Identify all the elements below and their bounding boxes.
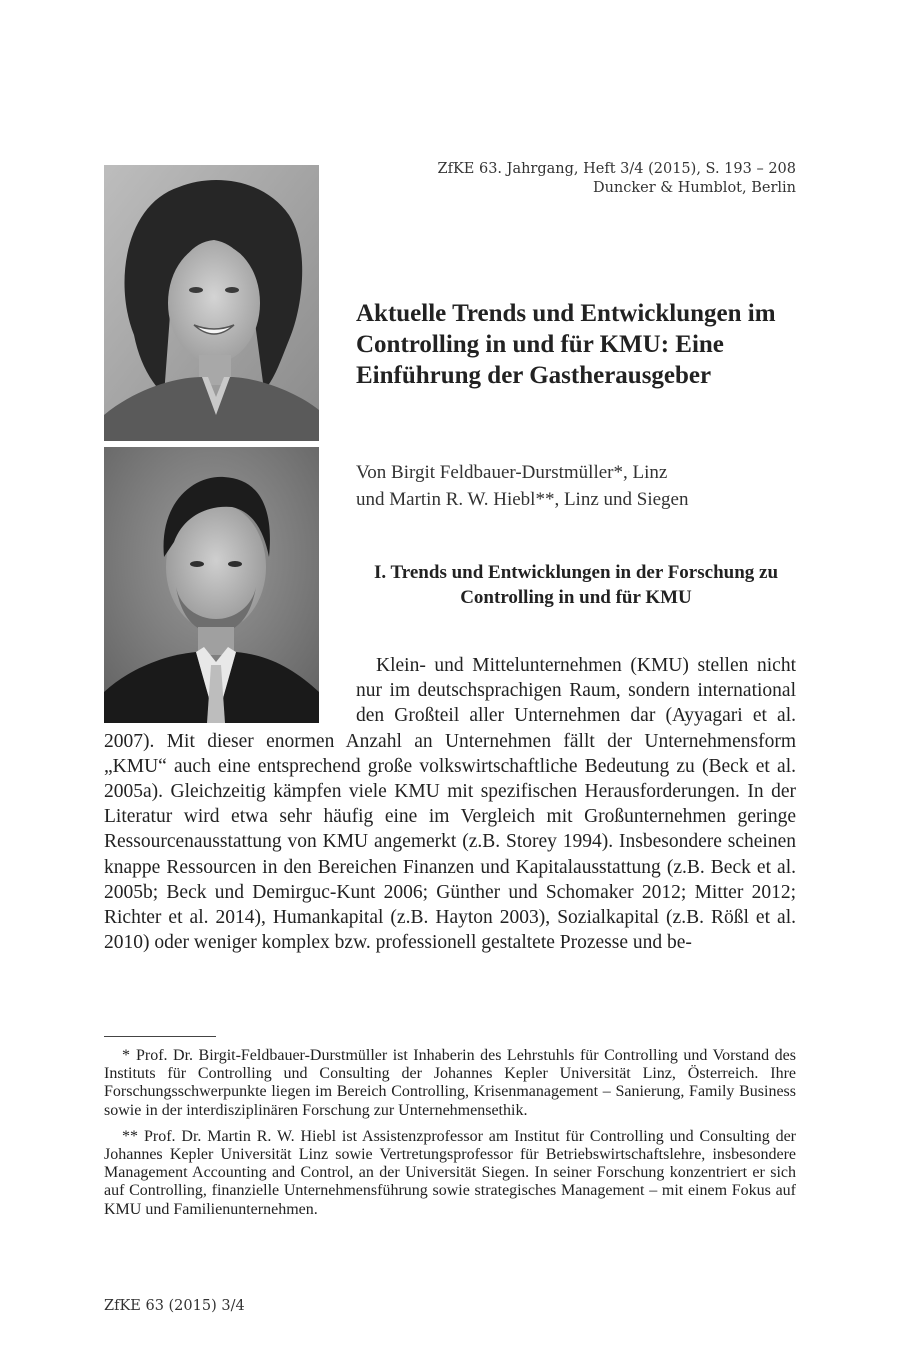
footnote-divider bbox=[104, 1036, 216, 1037]
footnotes bbox=[104, 1047, 796, 1227]
page-footer: ZfKE 63 (2015) 3/4 bbox=[104, 1298, 245, 1314]
section-heading: I. Trends und Entwicklungen in der Forschung zu Controlling in und für KMU bbox=[373, 562, 779, 608]
author-line-1: Von Birgit Feldbauer-Durstmüller*, Linz bbox=[356, 462, 668, 483]
footnote-text: Prof. Dr. Martin R. W. Hiebl ist Assistenzprofessor am Institut für Controlling und Consulting der Johannes Kepler Universität Linz sowie Vertretungsprofessor für Betriebswirtschaftslehre, insbesondere Management Accounting and Control, an der Universität Siegen. In seiner Forschung konzentriert er sich auf Controlling, finanzielle Unternehmensführung sowie strategisches Management – mit einem Fokus auf KMU und Familienunternehmen. bbox=[104, 1127, 796, 1218]
author-line bbox=[356, 459, 796, 513]
journal-citation: ZfKE 63. Jahrgang, Heft 3/4 (2015), S. 193 – 208 bbox=[437, 161, 796, 177]
publisher: Duncker & Humblot, Berlin bbox=[592, 180, 796, 196]
article-title: Aktuelle Trends und Entwicklungen im Controlling in und für KMU: Eine Einführung der Gastherausgeber bbox=[356, 300, 776, 389]
journal-info bbox=[438, 160, 797, 198]
footnote-text: Prof. Dr. Birgit-Feldbauer-Durstmüller ist Inhaberin des Lehrstuhls für Controlling und Vorstand des Instituts für Controlling und Consulting der Johannes Kepler Universität Linz, Österreich. Ihre Forschungsschwerpunkte liegen im Bereich Controlling, Krisenmanagement – Sanierung, Family Business sowie in der interdisziplinären Forschung zur Unternehmensethik. bbox=[104, 1047, 796, 1119]
footnote-1 bbox=[104, 1047, 796, 1120]
author-line-2: und Martin R. W. Hiebl**, Linz und Siegen bbox=[356, 489, 689, 510]
body-paragraph bbox=[104, 653, 796, 955]
photo-wrap-spacer bbox=[104, 653, 356, 728]
footnote-mark: ** bbox=[122, 1127, 138, 1145]
footnote-2 bbox=[104, 1128, 796, 1219]
paragraph-text: Klein- und Mittelunternehmen (KMU) stellen nicht nur im deutschsprachigen Raum, sondern international den Großteil aller Unternehmen dar (Ayyagari et al. 2007). Mit dieser enormen Anzahl an Unternehmen fällt der Unternehmensform „KMU“ auch eine entsprechend große volkswirtschaftliche Bedeutung zu (Beck et al. 2005a). Gleichzeitig kämpfen viele KMU mit spezifischen Herausforderungen. In der Literatur wird etwa sehr häufig eine im Vergleich mit Großunternehmen geringe Ressourcenausstattung von KMU angemerkt (z.B. Storey 1994). Insbesondere scheinen knappe Ressourcen in den Bereichen Finanzen und Kapitalausstattung (z.B. Beck et al. 2005b; Beck und Demirguc-Kunt 2006; Günther und Schomaker 2012; Mitter 2012; Richter et al. 2014), Humankapital (z.B. Hayton 2003), Sozialkapital (z.B. Rößl et al. 2010) oder weniger komplex bzw. professionell gestaltete Prozesse und be- bbox=[104, 655, 796, 954]
author-photo-feldbauer bbox=[104, 165, 319, 441]
footnote-mark: * bbox=[122, 1047, 130, 1064]
